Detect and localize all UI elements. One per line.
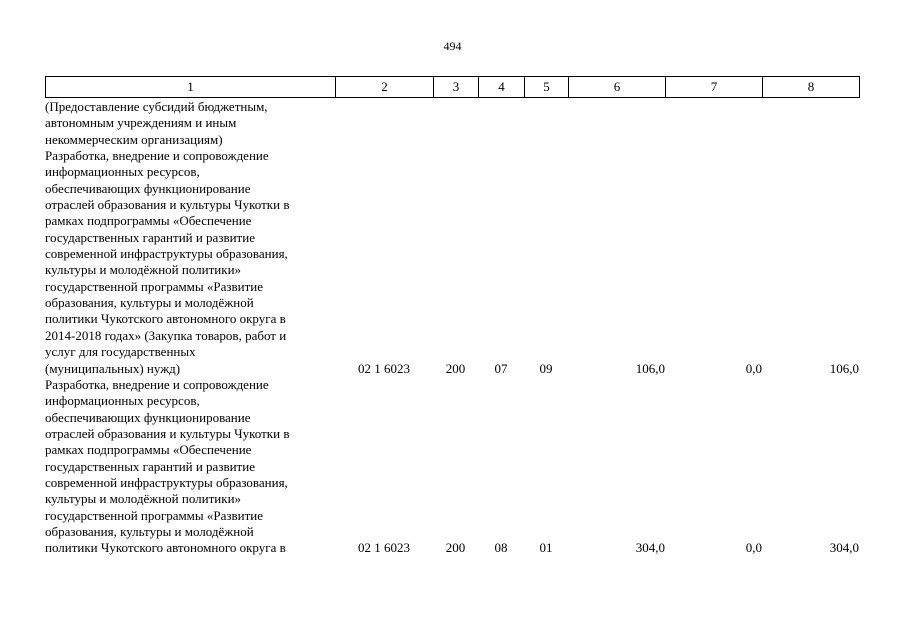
row-amount-6: 304,0 (635, 540, 665, 556)
row-program-code: 02 1 6023 (358, 540, 410, 556)
header-cell-5: 5 (525, 77, 569, 98)
row-description: (Предоставление субсидий бюджетным, автономным учреждениям и иным некоммерческим организациям) (45, 99, 268, 147)
row-section: 08 (494, 540, 508, 556)
header-cell-7: 7 (666, 77, 763, 98)
column-number-header (45, 76, 860, 98)
row-expense-type: 200 (445, 360, 466, 376)
header-cell-6: 6 (569, 77, 666, 98)
row-program-code: 02 1 6023 (358, 360, 410, 376)
table-row (45, 148, 859, 377)
row-subsection: 09 (539, 360, 553, 376)
page-number: 494 (443, 39, 462, 53)
row-amount-7: 0,0 (745, 360, 762, 376)
header-cell-4: 4 (479, 77, 525, 98)
table-row (45, 377, 859, 557)
table-body (45, 99, 859, 557)
row-subsection: 01 (539, 540, 553, 556)
header-cell-8: 8 (763, 77, 860, 98)
header-cell-3: 3 (434, 77, 479, 98)
header-cell-2: 2 (336, 77, 434, 98)
row-amount-6: 106,0 (635, 360, 665, 376)
table-row (45, 99, 859, 148)
header-cell-1: 1 (46, 77, 336, 98)
row-section: 07 (494, 360, 508, 376)
row-description: Разработка, внедрение и сопровождение информационных ресурсов, обеспечивающих функционирование отраслей образования и культуры Чукотки в рамках подпрограммы «Обеспечение государственных гарантий и развитие современной инфраструктуры образования, культуры и молодёжной политики» государственной программы «Развитие образования, культуры и молодёжной политики Чукотского автономного округа в (45, 376, 290, 556)
row-description: Разработка, внедрение и сопровождение информационных ресурсов, обеспечивающих функционирование отраслей образования и культуры Чукотки в рамках подпрограммы «Обеспечение государственных гарантий и развитие современной инфраструктуры образования, культуры и молодёжной политики» государственной программы «Развитие образования, культуры и молодёжной политики Чукотского автономного округа в 2014-2018 годах» (Закупка товаров, работ и услуг для государственных (муниципальных) нужд) (45, 148, 290, 376)
row-amount-8: 304,0 (829, 540, 859, 556)
header-row (46, 77, 860, 98)
row-amount-8: 106,0 (829, 360, 859, 376)
row-expense-type: 200 (445, 540, 466, 556)
row-amount-7: 0,0 (745, 540, 762, 556)
